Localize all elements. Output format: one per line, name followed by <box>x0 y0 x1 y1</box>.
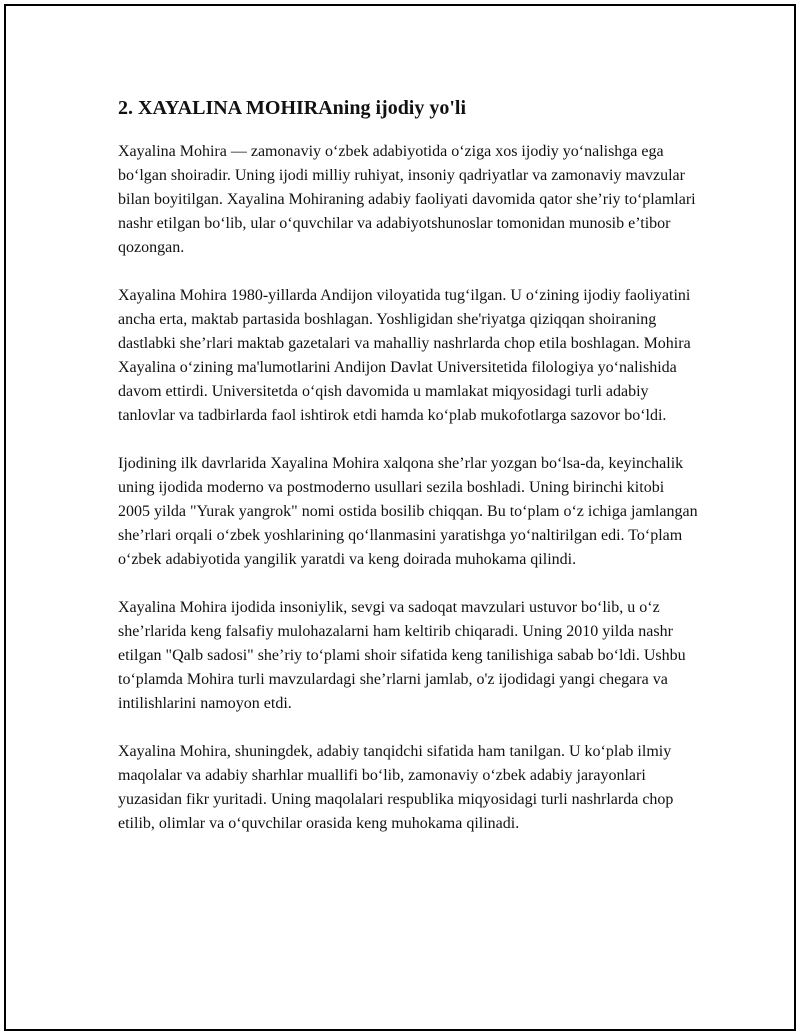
document-body <box>118 94 698 860</box>
section-title: 2. XAYALINA MOHIRAning ijodiy yo'li <box>118 97 467 119</box>
paragraph-early-work: Ijodining ilk davrlarida Xayalina Mohira xalqona she’rlar yozgan bo‘lsa-da, keyinchalik uning ijodida moderno va postmoderno usullari sezila boshladi. Uning birinchi kitobi 2005 yilda "Yurak yangrok" nomi ostida bosilib chiqqan. Bu to‘plam o‘z ichiga jamlangan she’rlari orqali o‘zbek yoshlarining qo‘llanmasini yaratishga yo‘naltirilgan edi. To‘plam o‘zbek adabiyotida yangilik yaratdi va keng doirada muhokama qilindi. <box>118 455 698 568</box>
paragraph-criticism: Xayalina Mohira, shuningdek, adabiy tanqidchi sifatida ham tanilgan. U ko‘plab ilmiy maqolalar va adabiy sharhlar muallifi bo‘lib, zamonaviy o‘zbek adabiy jarayonlari yuzasidan fikr yuritadi. Uning maqolalari respublika miqyosidagi turli nashrlarda chop etilib, olimlar va o‘quvchilar orasida keng muhokama qilinadi. <box>118 743 674 832</box>
paragraph-intro: Xayalina Mohira — zamonaviy o‘zbek adabiyotida o‘ziga xos ijodiy yo‘nalishga ega bo‘lgan shoiradir. Uning ijodi milliy ruhiyat, insoniy qadriyatlar va zamonaviy mavzular bilan boyitilgan. Xayalina Mohiraning adabiy faoliyati davomida qator she’riy to‘plamlari nashr etilgan bo‘lib, ular o‘quvchilar va adabiyotshunoslar tomonidan munosib e’tibor qozongan. <box>118 143 696 256</box>
paragraph-themes: Xayalina Mohira ijodida insoniylik, sevgi va sadoqat mavzulari ustuvor bo‘lib, u o‘z she’rlarida keng falsafiy mulohazalarni ham keltirib chiqaradi. Uning 2010 yilda nashr etilgan "Qalb sadosi" she’riy to‘plami shoir sifatida keng tanilishiga sabab bo‘ldi. Ushbu to‘plamda Mohira turli mavzulardagi she’rlarni jamlab, o'z ijodidagi yangi chegara va intilishlarini namoyon etdi. <box>118 599 686 712</box>
paragraph-biography: Xayalina Mohira 1980-yillarda Andijon viloyatida tug‘ilgan. U o‘zining ijodiy faoliyatini ancha erta, maktab partasida boshlagan. Yoshligidan she'riyatga qiziqqan shoiraning dastlabki she’rlari maktab gazetalari va mahalliy nashrlarda chop etila boshlagan. Mohira Xayalina o‘zining ma'lumotlarini Andijon Davlat Universitetida filologiya yo‘nalishida davom ettirdi. Universitetda o‘qish davomida u mamlakat miqyosidagi turli adabiy tanlovlar va tadbirlarda faol ishtirok etdi hamda ko‘plab mukofotlarga sazovor bo‘ldi. <box>118 287 691 424</box>
